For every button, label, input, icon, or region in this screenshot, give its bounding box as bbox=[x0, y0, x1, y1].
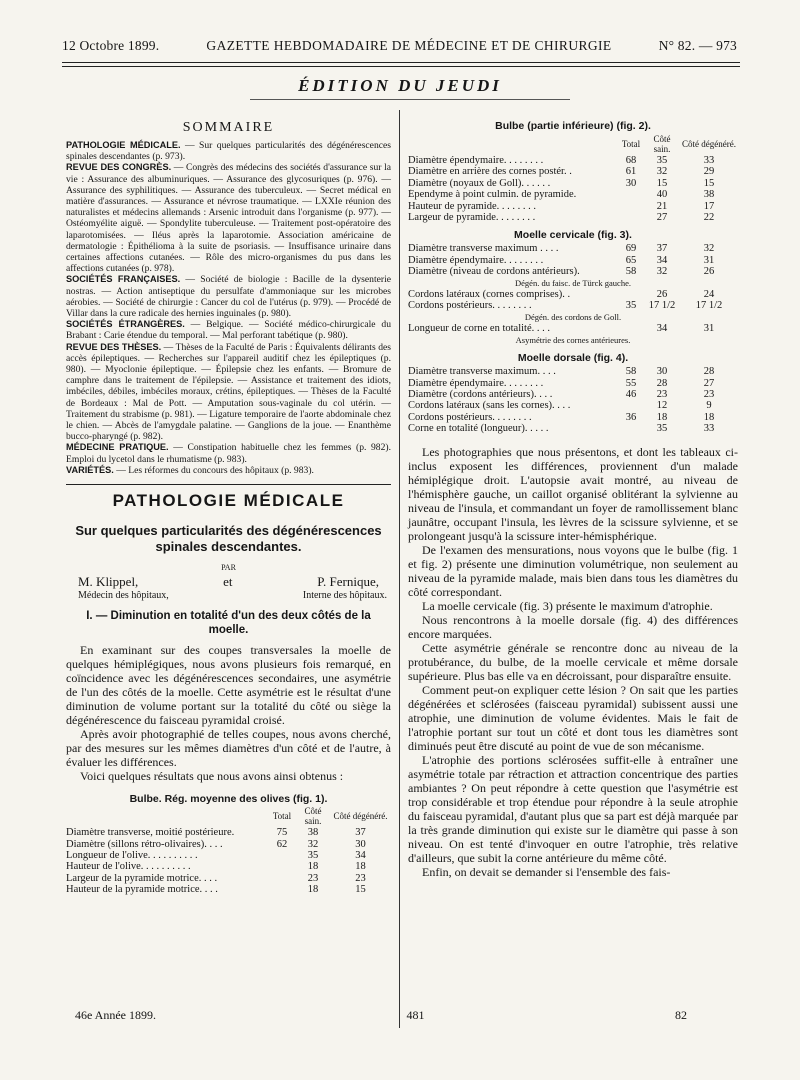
row-label: Longueur de l'olive. . . . . . . . . . bbox=[66, 849, 198, 861]
table-row bbox=[408, 389, 738, 400]
cell-value: 18 bbox=[703, 411, 715, 423]
row-label: Diamètre (sillons rétro-olivaires). . . . bbox=[66, 838, 223, 850]
table-row bbox=[408, 212, 738, 223]
header-date: 12 Octobre 1899. bbox=[62, 38, 160, 53]
column-divider bbox=[399, 110, 400, 1028]
row-label: Diamètre épendymaire. . . . . . . . bbox=[408, 254, 544, 266]
cell-value bbox=[618, 400, 644, 411]
cell-value: 23 bbox=[703, 388, 715, 400]
table-row bbox=[408, 266, 738, 277]
entry-text: — Sur quelques particularités des dégénérescences spinales descendantes (p. 973). bbox=[66, 140, 391, 163]
col-head: Total bbox=[272, 810, 292, 821]
cell-value: 12 bbox=[656, 400, 668, 412]
cell-value: 37 bbox=[355, 827, 366, 839]
table-row bbox=[408, 378, 738, 389]
sommaire-entry bbox=[66, 274, 391, 319]
table-row bbox=[66, 839, 391, 850]
sommaire-title: SOMMAIRE bbox=[182, 120, 275, 135]
row-label: Épendyme à point culmin. de pyramide. bbox=[408, 189, 577, 201]
cell-value: 26 bbox=[656, 289, 668, 301]
sommaire-entry bbox=[66, 342, 391, 443]
entry-text: — Belgique. — Société médico-chirurgicale du Brabant : Carie étendue du temporal. — Mal perforant tabétique (p. 980). bbox=[66, 319, 392, 342]
cell-value: 30 bbox=[355, 838, 366, 850]
cell-value: 32 bbox=[307, 838, 319, 850]
table-row bbox=[66, 850, 391, 861]
sommaire-entry bbox=[66, 319, 391, 341]
header-number: N° 82. — 973 bbox=[658, 38, 737, 53]
footer-num: 82 bbox=[674, 1008, 687, 1022]
table1 bbox=[66, 806, 391, 895]
cell-value: 37 bbox=[656, 243, 668, 255]
paragraph: De l'examen des mensurations, nous voyons que le bulbe (fig. 1 et fig. 2) présente une diminution volumétrique, non seulement au niveau de la pyramide malade, mais bien dans tous les diamètres du côté correspondant. bbox=[408, 542, 738, 599]
cell-value: 40 bbox=[656, 189, 668, 201]
sommaire-entry bbox=[66, 442, 391, 464]
sommaire-entry bbox=[66, 162, 391, 274]
cell-value: 55 bbox=[625, 377, 637, 389]
cell-value: 68 bbox=[625, 155, 637, 166]
table-row bbox=[408, 255, 738, 266]
table-note-text: Dégén. du faisc. de Türck gauche. bbox=[515, 277, 631, 288]
cell-value: 18 bbox=[656, 411, 668, 423]
row-label: Diamètre (niveau de cordons antérieurs). bbox=[408, 266, 580, 278]
footer-page: 481 bbox=[406, 1008, 425, 1022]
table2-body bbox=[408, 155, 738, 223]
entry-text: — Constipation habituelle chez les femmes (p. 982). Emploi du lycetol dans le rhumatisme (p. 983). bbox=[66, 442, 391, 465]
left-column bbox=[66, 118, 391, 896]
cell-value bbox=[268, 861, 296, 872]
entry-text: — Thèses de la Faculté de Paris : Équivalents délirants des accès épileptiques. — Recherches sur l'appareil auditif chez les épileptiques (p. 980). — Myoclonie épileptique. — Épilepsie chez les enfants. — Bromure de camphre dans le traitement de l'épilepsie. — Assistance et traitement des idiots, imbéciles, débiles, imbéciles moraux, crétins, épileptiques. — Thèses de la Faculté de Bordeaux : Mal de Pott. — Amputation sous-vaginale du col utérin. — Traitement du strabisme (p. 981). — Ligature temporaire de l'aorte abdominale chez le chien. — Abcès de l'amygdale palatine. — Ganglions de la joue. — Enanthème bucco-pharyngé (p. 982). bbox=[66, 341, 391, 443]
cell-value: 32 bbox=[703, 243, 715, 255]
cell-value: 30 bbox=[656, 366, 668, 378]
table-row bbox=[408, 243, 738, 254]
row-label: Hauteur de la pyramide motrice. . . . bbox=[66, 884, 218, 896]
cell-value: 22 bbox=[703, 212, 715, 224]
cell-value: 23 bbox=[355, 872, 366, 884]
row-label: Corne en totalité (longueur). . . . . bbox=[408, 423, 549, 435]
cell-value: 24 bbox=[703, 289, 715, 301]
cell-value: 34 bbox=[656, 254, 668, 266]
entry-head: REVUE DES CONGRÈS. bbox=[66, 162, 172, 173]
cell-value: 46 bbox=[625, 388, 637, 400]
cell-value: 29 bbox=[703, 166, 715, 178]
cell-value bbox=[618, 212, 644, 223]
table4-body bbox=[408, 366, 738, 434]
table4-title: Moelle dorsale (fig. 4). bbox=[517, 352, 629, 365]
cell-value: 9 bbox=[706, 400, 712, 412]
cell-value: 18 bbox=[355, 861, 366, 873]
row-label: Diamètre (cordons antérieurs). . . . bbox=[408, 388, 553, 400]
cell-value bbox=[268, 850, 296, 861]
cell-value: 36 bbox=[625, 411, 637, 423]
affil-2: Interne des hôpitaux. bbox=[302, 590, 387, 602]
authors bbox=[66, 574, 391, 590]
cell-value: 27 bbox=[656, 212, 668, 224]
table3-body bbox=[408, 243, 738, 346]
right-body-text bbox=[408, 445, 738, 879]
header-rule bbox=[62, 62, 740, 67]
table-row bbox=[408, 178, 738, 189]
row-label: Diamètre épendymaire. . . . . . . . bbox=[408, 155, 544, 166]
col-head: Côté sain. bbox=[653, 134, 671, 154]
cell-value: 58 bbox=[625, 366, 637, 378]
row-label: Cordons postérieurs. . . . . . . . bbox=[408, 411, 532, 423]
table-row bbox=[408, 201, 738, 212]
article-title: Sur quelques particularités des dégénérescences spinales descendantes. bbox=[75, 523, 382, 555]
paragraph: Les photographies que nous présentons, et dont les tableaux ci-inclus exposent les différences, proviennent d'un malade hémiplégique droit. L'autopsie avait montré, au niveau de l'hémisphère gauche, un caillot organisé oblitérant la sylvienne au niveau de l'insula, et commandant un foyer de ramollissement blanc jaunâtre, occupant l'insula, les lèvres de la scissure sylvienne, et se prolongeant jusqu'à la scissure inter-hémisphérique. bbox=[408, 444, 738, 543]
subsection-title: I. — Diminution en totalité d'un des deux côtés de la moelle. bbox=[86, 610, 371, 637]
edition-rule bbox=[250, 99, 570, 100]
author-2: P. Fernique, bbox=[317, 574, 379, 590]
table-header bbox=[408, 134, 738, 155]
footer-year: 46e Année 1899. bbox=[75, 1008, 156, 1022]
row-label: Diamètre transverse maximum. . . . bbox=[408, 366, 556, 378]
row-label: Diamètre épendymaire. . . . . . . . bbox=[408, 377, 544, 389]
affiliations bbox=[66, 590, 391, 601]
cell-value: 26 bbox=[703, 266, 715, 278]
running-header bbox=[62, 38, 737, 54]
right-column bbox=[408, 118, 738, 879]
row-label: Diamètre transverse maximum . . . . bbox=[408, 243, 559, 255]
cell-value: 17 1/2 bbox=[648, 300, 676, 312]
col-head: Côté sain. bbox=[304, 806, 322, 826]
entry-head: SOCIÉTÉS FRANÇAISES. bbox=[66, 274, 181, 285]
paragraph: Cette asymétrie générale se rencontre donc au niveau de la protubérance, du bulbe, de la moelle cervicale et même dorsale supérieure. Plus bas elle va en décroissant, pour disparaître ensuite. bbox=[408, 640, 738, 683]
table-row bbox=[66, 861, 391, 872]
col-head: Côté dégénéré. bbox=[333, 810, 388, 821]
paragraph: Comment peut-on expliquer cette lésion ? On sait que les parties dégénérées et sclérosées (faisceau pyramidal) subissent aussi une atrophie, une diminution de volume évidentes. Mais le fait de l'atrophie portant sur tout un côté et dont tous les diamètres sont diminués peut être discuté au point de vue de son mécanisme. bbox=[408, 682, 738, 753]
cell-value: 23 bbox=[656, 388, 668, 400]
table-row bbox=[66, 827, 391, 838]
cell-value: 23 bbox=[307, 872, 319, 884]
cell-value bbox=[618, 189, 644, 200]
table-row bbox=[66, 884, 391, 895]
cell-value: 15 bbox=[355, 884, 366, 896]
entry-text: — Les réformes du concours des hôpitaux (p. 983). bbox=[113, 464, 314, 476]
table3 bbox=[408, 243, 738, 346]
cell-value: 65 bbox=[625, 254, 637, 266]
paragraph: Après avoir photographié de telles coupes, nous avons cherché, par des mesures sur les mêmes diamètres d'un côté et de l'autre, à évaluer les différences. bbox=[66, 727, 391, 770]
paragraph: L'atrophie des portions sclérosées suffit-elle à entraîner une asymétrie totale par rétraction et attraction concentrique des parties ambiantes ? On peut répondre à cette question que l'asymétrie est trop considérable et trop étendue pour répondre à la seule atrophie du faisceau pyramidal, d'autant plus que sa part est déjà marquée par la très grande diminution qui existe sur le diamètre qui passe à son niveau. On est tenté d'invoquer en outre l'atrophie, très relative d'ailleurs, que subit la corne antérieure du même côté. bbox=[408, 752, 738, 865]
cell-value: 27 bbox=[703, 377, 715, 389]
cell-value: 69 bbox=[625, 243, 637, 255]
cell-value: 33 bbox=[703, 423, 715, 435]
paragraph: Nous rencontrons à la moelle dorsale (fig. 4) des différences encore marquées. bbox=[408, 612, 738, 641]
cell-value: 15 bbox=[656, 177, 668, 189]
entry-head: MÉDECINE PRATIQUE. bbox=[66, 442, 169, 453]
paragraph: Enfin, on devait se demander si l'ensemble des fais- bbox=[422, 864, 671, 879]
cell-value: 31 bbox=[703, 254, 715, 266]
cell-value: 32 bbox=[656, 266, 668, 278]
table-note bbox=[408, 335, 738, 346]
affil-1: Médecin des hôpitaux, bbox=[78, 590, 169, 602]
entry-text: — Société de biologie : Bacille de la dysenterie nostras. — Action antiseptique du persulfate d'ammoniaque sur les microbes aérobies. — Société de chirurgie : Cancer du col de l'utérus (p. 979). — Procédé de Villar dans la cure radicale des hernies inguinales (p. 980). bbox=[66, 274, 392, 320]
cell-value: 21 bbox=[656, 200, 668, 212]
row-label: Cordons postérieurs. . . . . . . . bbox=[408, 300, 532, 312]
table2-title: Bulbe (partie inférieure) (fig. 2). bbox=[495, 120, 651, 132]
row-label: Diamètre en arrière des cornes postér. . bbox=[408, 166, 572, 178]
cell-value bbox=[618, 323, 644, 334]
row-label: Largeur de pyramide. . . . . . . . bbox=[408, 212, 536, 224]
par-label: PAR bbox=[221, 563, 236, 573]
table-row bbox=[66, 873, 391, 884]
cell-value bbox=[268, 884, 296, 895]
author-conj: et bbox=[223, 574, 233, 590]
cell-value: 17 1/2 bbox=[695, 300, 723, 312]
cell-value: 15 bbox=[703, 177, 715, 189]
col-head: Total bbox=[621, 138, 641, 149]
table-row bbox=[408, 300, 738, 311]
paragraph: En examinant sur des coupes transversales la moelle de quelques hémiplégiques, nous avons plusieurs fois remarqué, en coïncidence avec les dégénérescences secondaires, une asymétrie de l'un des côtés de la moelle. Cette asymétrie est le résultat d'une diminution de volume portant sur la totalité du côté ou siège la dégénérescence du faisceau pyramidal croisé. bbox=[66, 643, 391, 728]
table-note-text: Dégén. des cordons de Goll. bbox=[524, 311, 622, 322]
row-label: Hauteur de l'olive. . . . . . . . . . bbox=[66, 861, 191, 873]
row-label: Hauteur de pyramide. . . . . . . . bbox=[408, 200, 537, 212]
cell-value: 32 bbox=[656, 166, 668, 178]
row-label: Longueur de corne en totalité. . . . bbox=[408, 323, 550, 335]
cell-value: 34 bbox=[656, 323, 668, 335]
row-label: Diamètre (noyaux de Goll). . . . . . bbox=[408, 177, 551, 189]
cell-value: 38 bbox=[307, 827, 319, 839]
cell-value bbox=[618, 201, 644, 212]
table-row bbox=[408, 189, 738, 200]
entry-head: VARIÉTÉS. bbox=[66, 464, 114, 475]
page-footer bbox=[75, 1008, 687, 1023]
sommaire-entry bbox=[66, 465, 391, 476]
entry-head: REVUE DES THÈSES. bbox=[66, 341, 162, 352]
cell-value bbox=[618, 289, 644, 300]
paragraph: Voici quelques résultats que nous avons ainsi obtenus : bbox=[80, 769, 344, 784]
table1-body bbox=[66, 827, 391, 895]
row-label: Cordons latéraux (sans les cornes). . . . bbox=[408, 400, 571, 412]
cell-value: 35 bbox=[656, 155, 668, 166]
cell-value: 17 bbox=[703, 200, 715, 212]
row-label: Diamètre transverse, moitié postérieure. bbox=[66, 827, 235, 839]
cell-value bbox=[618, 423, 644, 434]
cell-value bbox=[268, 873, 296, 884]
table-row bbox=[408, 400, 738, 411]
entry-head: SOCIÉTÉS ÉTRANGÈRES. bbox=[66, 319, 185, 330]
table-row bbox=[408, 323, 738, 334]
cell-value: 33 bbox=[703, 155, 715, 166]
sommaire-entry bbox=[66, 140, 391, 162]
row-label: Cordons latéraux (cornes comprises). . bbox=[408, 289, 571, 301]
cell-value: 61 bbox=[625, 166, 637, 178]
cell-value: 75 bbox=[276, 827, 288, 839]
table-row bbox=[408, 366, 738, 377]
cell-value: 35 bbox=[307, 849, 319, 861]
cell-value: 31 bbox=[703, 323, 715, 335]
table-row bbox=[408, 289, 738, 300]
sommaire bbox=[66, 140, 391, 476]
cell-value: 18 bbox=[307, 884, 319, 896]
edition-title: ÉDITION DU JEUDI bbox=[298, 76, 502, 95]
paragraph: La moelle cervicale (fig. 3) présente le maximum d'atrophie. bbox=[422, 598, 713, 613]
table-row bbox=[408, 166, 738, 177]
row-label: Largeur de la pyramide motrice. . . . bbox=[66, 872, 218, 884]
cell-value: 35 bbox=[625, 300, 637, 312]
cell-value: 34 bbox=[355, 849, 366, 861]
header-journal: GAZETTE HEBDOMADAIRE DE MÉDECINE ET DE CHIRURGIE bbox=[206, 38, 612, 53]
section-rule bbox=[66, 484, 391, 485]
cell-value: 62 bbox=[276, 838, 288, 850]
table-note bbox=[408, 312, 738, 323]
table1-title: Bulbe. Rég. moyenne des olives (fig. 1). bbox=[129, 793, 328, 806]
table4 bbox=[408, 366, 738, 434]
section-title: PATHOLOGIE MÉDICALE bbox=[112, 491, 345, 511]
table-row bbox=[408, 412, 738, 423]
table3-title: Moelle cervicale (fig. 3). bbox=[514, 229, 632, 242]
cell-value: 30 bbox=[625, 177, 637, 189]
entry-head: PATHOLOGIE MÉDICALE. bbox=[66, 140, 181, 150]
table-note bbox=[408, 278, 738, 289]
cell-value: 18 bbox=[307, 861, 319, 873]
cell-value: 58 bbox=[625, 266, 637, 278]
entry-text: — Congrès des médecins des sociétés d'assurance sur la vie : Assurance des albuminuriques. — Assurance des glycosuriques (p. 976). — Assurance des syphilitiques. — Assurance des tuberculeux. — Secret médical en matière d'assurances. — Assurance et névrose traumatique. — LXXIe réunion des naturalistes et médecins allemands : Arsenic introduit dans l'organisme (p. 977). — Ostéomyélite aiguë. — Spondylite tuberculeuse. — Traitement post-opératoire des laparotomisées. — Iléus après la laparotomie. Association américaine de dermatologie : Épithélioma à la suite de psoriasis. — Insuffisance urinaire dans certaines affections cutanées. — Rôle des micro-organismes du pus dans les affections cutanées (p. 978). bbox=[66, 162, 392, 275]
col-head: Côté dégénéré. bbox=[682, 138, 736, 149]
cell-value: 35 bbox=[656, 423, 668, 435]
cell-value: 38 bbox=[703, 189, 715, 201]
table-row bbox=[408, 423, 738, 434]
table-note-text: Asymétrie des cornes antérieures. bbox=[515, 334, 631, 345]
cell-value: 28 bbox=[703, 366, 715, 378]
table-header bbox=[66, 806, 391, 827]
cell-value: 28 bbox=[656, 377, 668, 389]
author-1: M. Klippel, bbox=[78, 574, 139, 590]
table2 bbox=[408, 134, 738, 223]
table-row bbox=[408, 155, 738, 166]
